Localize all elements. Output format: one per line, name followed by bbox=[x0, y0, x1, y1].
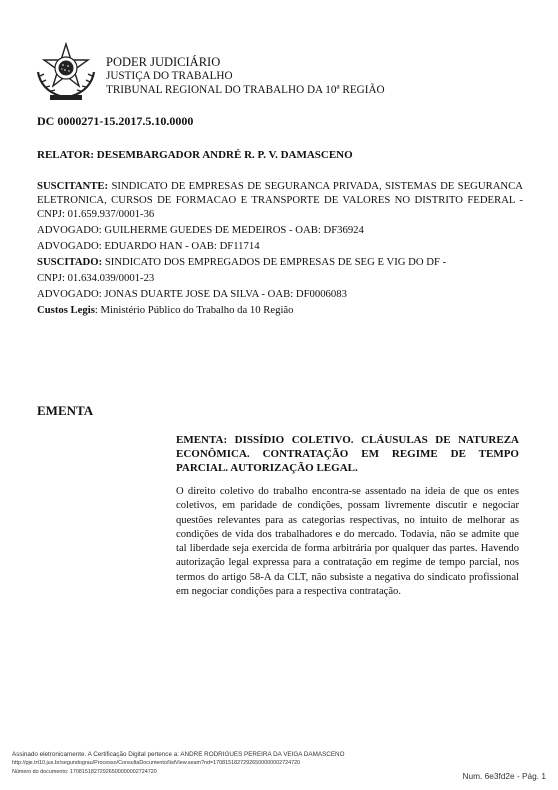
custos-legis-text: : Ministério Público do Trabalho da 10 Região bbox=[94, 304, 294, 316]
suscitado-paragraph bbox=[37, 255, 523, 269]
ementa-heading: EMENTA: DISSÍDIO COLETIVO. CLÁUSULAS DE NATUREZA ECONÔMICA. CONTRATAÇÃO EM REGIME DE TEMPO PARCIAL. AUTORIZAÇÃO LEGAL. bbox=[176, 434, 519, 474]
suscitante-text: SINDICATO DE EMPRESAS DE SEGURANCA PRIVADA, SISTEMAS DE SEGURANCA ELETRONICA, CURSOS DE FORMACAO E TRANSPORTE DE VALORES NO DISTRITO FEDERAL - CNPJ: 01.659.937/0001-36 bbox=[37, 180, 523, 220]
advogado-line-1: ADVOGADO: GUILHERME GUEDES DE MEDEIROS - OAB: DF36924 bbox=[37, 224, 364, 236]
header-line-3: TRIBUNAL REGIONAL DO TRABALHO DA 10ª REGIÃO bbox=[106, 84, 385, 96]
signature-notice: Assinado eletronicamente. A Certificação Digital pertence a: ANDRE RODRIGUES PEREIRA DA VEIGA DAMASCENO bbox=[12, 751, 345, 758]
suscitado-text: SINDICATO DOS EMPREGADOS DE EMPRESAS DE SEG E VIG DO DF - bbox=[104, 256, 447, 268]
case-number: DC 0000271-15.2017.5.10.0000 bbox=[37, 114, 194, 128]
header-line-1: PODER JUDICIÁRIO bbox=[106, 55, 221, 69]
advogado-line-2: ADVOGADO: EDUARDO HAN - OAB: DF11714 bbox=[37, 240, 260, 252]
relator-line: RELATOR: DESEMBARGADOR ANDRÉ R. P. V. DAMASCENO bbox=[37, 149, 353, 161]
ementa-body: O direito coletivo do trabalho encontra-se assentado na ideia de que os entes coletivos, em paridade de condições, possam livremente discutir e negociar questões relevantes para as categorias respectivas, no intuito de melhorar as condições de vida dos trabalhadores e do mercado. Todavia, não se admite que tal liberdade seja exercida de forma arbitrária por qualquer das partes. Havendo autorização legal expressa para a contratação em regime de tempo parcial, nos termos do artigo 58-A da CLT, não subsiste a negativa do sindicato profissional em negociar condições para a respectiva contratação. bbox=[176, 486, 519, 598]
parties-block bbox=[37, 179, 523, 319]
suscitante-paragraph bbox=[37, 179, 523, 221]
header-line-2: JUSTIÇA DO TRABALHO bbox=[106, 70, 233, 82]
republic-coat-of-arms-icon bbox=[34, 42, 98, 102]
suscitado-cnpj: CNPJ: 01.634.039/0001-23 bbox=[37, 272, 155, 284]
suscitado-label: SUSCITADO: bbox=[37, 256, 103, 268]
suscitante-label: SUSCITANTE: bbox=[37, 180, 109, 192]
document-header bbox=[34, 42, 534, 102]
court-header-text bbox=[106, 55, 385, 97]
document-url-link[interactable]: http://pje.trt10.jus.br/segundograu/Processo/ConsultaDocumento/listView.seam?nd=17081518272926500000002724720 bbox=[12, 760, 301, 766]
page-number: Num. 6e3fd2e - Pág. 1 bbox=[462, 771, 546, 781]
document-number: Número do documento: 17081518272926500000002724720 bbox=[12, 769, 157, 775]
advogado-line-3: ADVOGADO: JONAS DUARTE JOSE DA SILVA - OAB: DF0006083 bbox=[37, 288, 347, 300]
custos-legis-paragraph bbox=[37, 303, 523, 317]
document-footer bbox=[12, 750, 546, 781]
ementa-section-title: EMENTA bbox=[37, 403, 94, 418]
custos-legis-label: Custos Legis bbox=[37, 304, 95, 316]
